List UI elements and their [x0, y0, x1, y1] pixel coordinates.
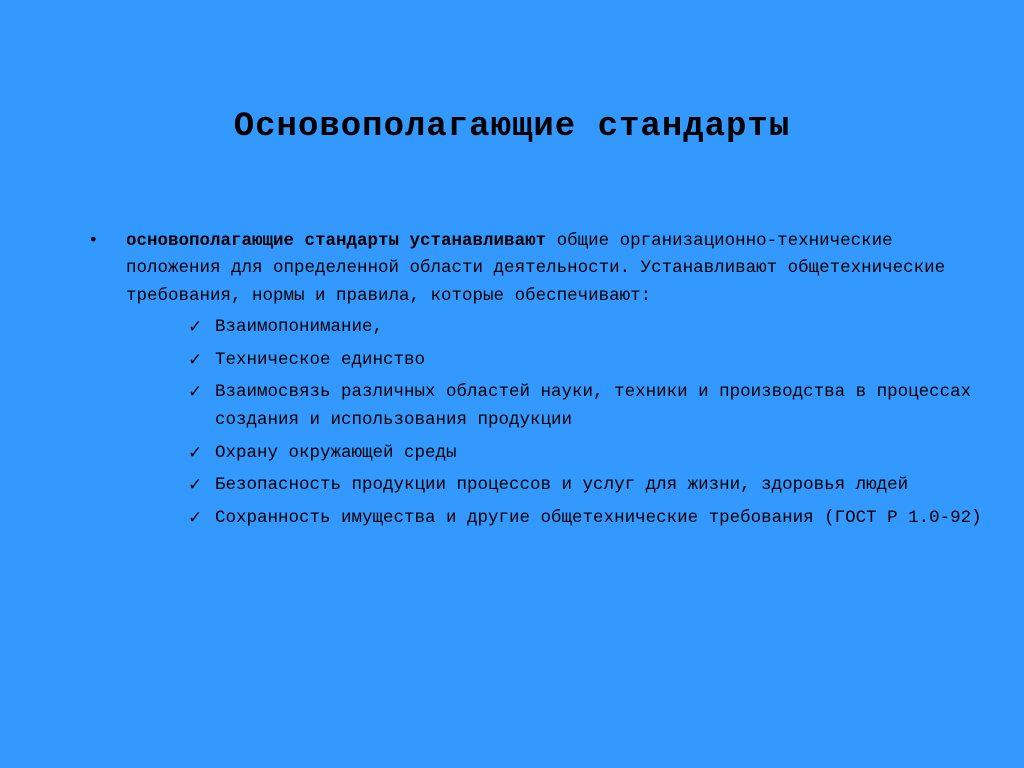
list-item-text: Техническое единство — [215, 349, 426, 370]
slide-title: Основополагающие стандарты — [233, 108, 791, 146]
list-item — [88, 440, 988, 467]
main-bullet-text: общие организационно-технические положения для определенной области деятельности. Устанавливают общетехнические требования, нормы и правила, которые обеспечивают: — [126, 231, 946, 306]
list-item — [88, 314, 988, 341]
list-item — [88, 505, 988, 532]
list-item-text: Взаимопонимание, — [215, 316, 384, 337]
list-item-text: Сохранность имущества и другие общетехнические требования (ГОСТ Р 1.0-92) — [215, 508, 982, 529]
list-item-text: Охрану окружающей среды — [215, 442, 457, 463]
check-icon: ✓ — [188, 349, 203, 370]
main-bullet-lead: основополагающие стандарты устанавливают — [126, 231, 547, 251]
check-icon: ✓ — [188, 442, 203, 463]
list-item — [88, 347, 988, 374]
check-icon: ✓ — [188, 316, 203, 337]
list-item-text: Взаимосвязь различных областей науки, техники и производства в процессах создания и использования продукции — [215, 382, 972, 430]
list-item — [88, 379, 988, 434]
slide-body — [88, 228, 988, 538]
requirements-list — [88, 314, 988, 533]
main-bullet — [88, 228, 988, 310]
list-item — [88, 472, 988, 499]
check-icon: ✓ — [188, 508, 203, 529]
bullet-marker: • — [88, 231, 99, 251]
check-icon: ✓ — [188, 382, 203, 403]
list-item-text: Безопасность продукции процессов и услуг для жизни, здоровья людей — [215, 475, 909, 496]
check-icon: ✓ — [188, 475, 203, 496]
